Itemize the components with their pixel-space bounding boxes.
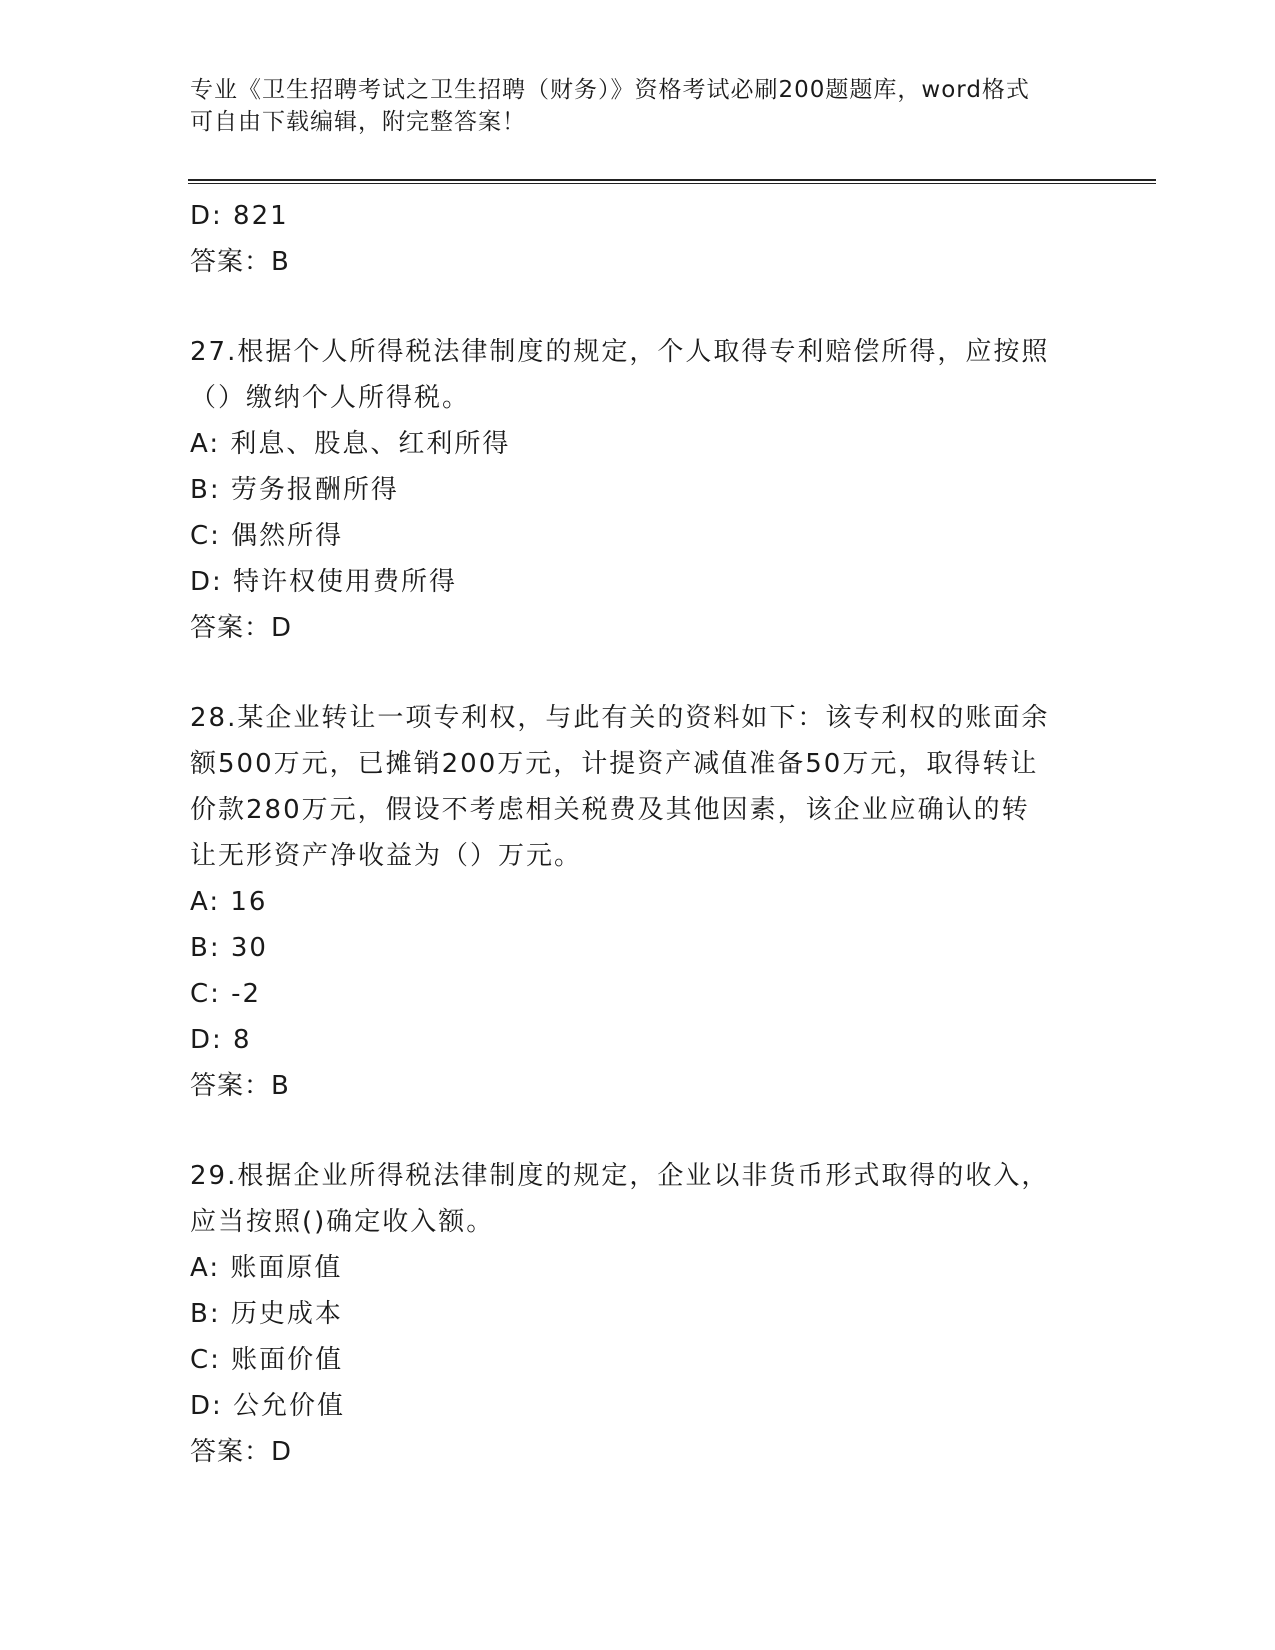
question-stem-line: （）缴纳个人所得税。 <box>190 383 471 413</box>
option-a: A: 利息、股息、红利所得 <box>190 429 511 459</box>
answer-line: 答案：B <box>190 1071 290 1101</box>
header-rule-thick <box>188 179 1156 181</box>
option-d: D: 公允价值 <box>190 1391 346 1421</box>
header-line-2: 可自由下载编辑，附完整答案！ <box>190 109 526 135</box>
option-d: D: 821 <box>190 201 289 231</box>
question-stem-line: 应当按照()确定收入额。 <box>190 1207 495 1237</box>
answer-line: 答案：B <box>190 247 290 277</box>
option-c: C: -2 <box>190 979 262 1009</box>
option-d: D: 8 <box>190 1025 252 1055</box>
question-stem-line: 29.根据企业所得税法律制度的规定，企业以非货币形式取得的收入， <box>190 1161 1050 1191</box>
question-stem-line: 价款280万元，假设不考虑相关税费及其他因素，该企业应确认的转 <box>190 795 1030 825</box>
option-a: A: 账面原值 <box>190 1253 343 1283</box>
answer-line: 答案：D <box>190 1437 293 1467</box>
question-29 <box>190 1153 1090 1475</box>
header-line-1: 专业《卫生招聘考试之卫生招聘（财务）》资格考试必刷200题题库，word格式 <box>190 77 1030 103</box>
option-b: B: 历史成本 <box>190 1299 343 1329</box>
question-28 <box>190 695 1090 1109</box>
question-stem-line: 27.根据个人所得税法律制度的规定，个人取得专利赔偿所得，应按照 <box>190 337 1050 367</box>
question-stem-line: 28.某企业转让一项专利权，与此有关的资料如下：该专利权的账面余 <box>190 703 1050 733</box>
option-a: A: 16 <box>190 887 268 917</box>
option-b: B: 30 <box>190 933 268 963</box>
header-rule-thin <box>188 183 1156 184</box>
question-27 <box>190 329 1090 651</box>
option-d: D: 特许权使用费所得 <box>190 567 458 597</box>
question-stem-line: 让无形资产净收益为（）万元。 <box>190 841 583 871</box>
option-c: C: 偶然所得 <box>190 521 344 551</box>
option-c: C: 账面价值 <box>190 1345 344 1375</box>
answer-line: 答案：D <box>190 613 293 643</box>
question-stem-line: 额500万元，已摊销200万元，计提资产减值准备50万元，取得转让 <box>190 749 1039 779</box>
question-content <box>190 193 1090 1475</box>
document-header <box>190 74 1090 138</box>
option-b: B: 劳务报酬所得 <box>190 475 399 505</box>
